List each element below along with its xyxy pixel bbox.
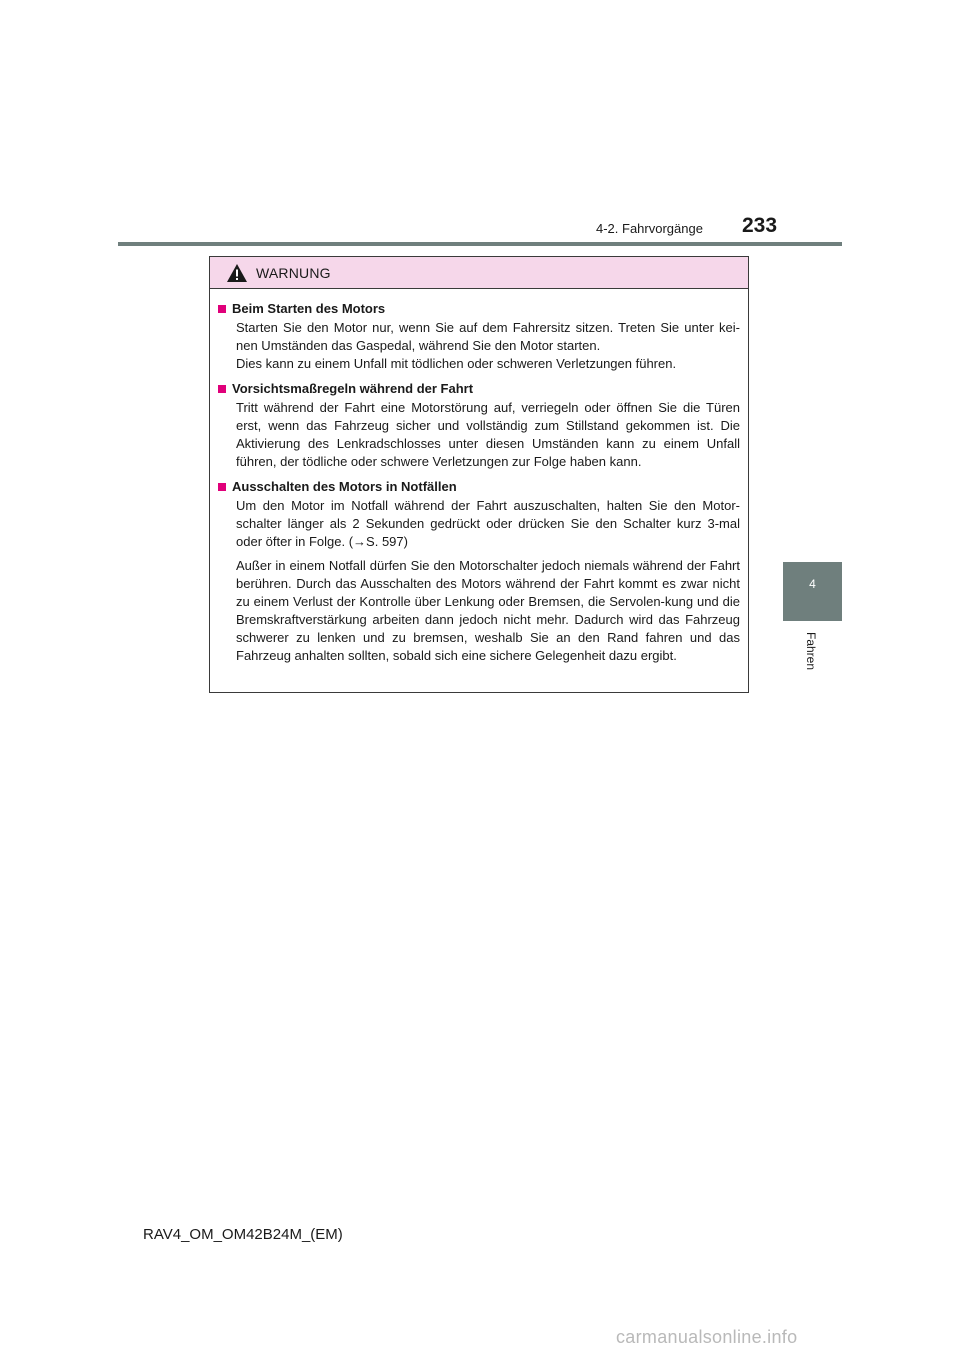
warning-item-engine-start xyxy=(218,299,740,373)
chapter-tab xyxy=(783,562,842,621)
item-heading: Ausschalten des Motors in Notfällen xyxy=(232,479,457,494)
header-rule xyxy=(118,242,842,246)
chapter-number: 4 xyxy=(809,577,816,591)
warning-triangle-icon xyxy=(226,263,248,283)
document-code: RAV4_OM_OM42B24M_(EM) xyxy=(143,1226,343,1243)
warning-item-driving-precautions xyxy=(218,379,740,471)
chapter-label: Fahren xyxy=(804,632,818,671)
warning-body xyxy=(210,289,748,665)
page-number: 233 xyxy=(742,214,778,237)
warning-box xyxy=(209,256,749,693)
item-paragraph: Starten Sie den Motor nur, wenn Sie auf dem Fahrersitz sitzen. Treten Sie unter kei-nen Umständen das Gaspedal, während Sie den Motor starten. xyxy=(236,320,740,353)
item-heading: Vorsichtsmaßregeln während der Fahrt xyxy=(232,381,474,396)
item-paragraph: Außer in einem Notfall dürfen Sie den Motorschalter jedoch niemals während der Fahrt berühren. Durch das Ausschalten des Motors während der Fahrt kommt es zwar nicht zu einem Verlust der Kontrolle über Lenkung oder Bremsen, die Servolen-kung und die Bremskraftverstärkung arbeiten dann jedoch nicht mehr. Dadurch wird das Fahrzeug schwerer zu lenken und zu bremsen, weshalb Sie an den Rand fahren und das Fahrzeug anhalten sollten, sobald sich eine sichere Gelegenheit dazu ergibt. xyxy=(236,558,740,663)
bullet-square-icon xyxy=(218,385,226,393)
warning-title: WARNUNG xyxy=(256,264,331,281)
bullet-square-icon xyxy=(218,483,226,491)
item-heading: Beim Starten des Motors xyxy=(232,301,386,316)
warning-item-emergency-stop xyxy=(218,477,740,665)
section-label: 4-2. Fahrvorgänge xyxy=(596,221,703,236)
watermark: carmanualsonline.info xyxy=(616,1327,798,1347)
bullet-square-icon xyxy=(218,305,226,313)
warning-header xyxy=(210,257,748,289)
item-paragraph: Um den Motor im Notfall während der Fahrt auszuschalten, halten Sie den Motor-schalter länger als 2 Sekunden gedrückt oder drücken Sie den Schalter kurz 3-mal oder öfter in Folge. (→S. 597) xyxy=(236,498,740,549)
item-paragraph: Tritt während der Fahrt eine Motorstörung auf, verriegeln oder öffnen Sie die Türen erst, wenn das Fahrzeug sicher und vollständig zum Stillstand gekommen ist. Die Aktivierung des Lenkradschlosses unter diesen Umständen kann zu einem Unfall führen, der tödliche oder schwere Verletzungen zur Folge haben kann. xyxy=(236,400,740,469)
item-paragraph: Dies kann zu einem Unfall mit tödlichen oder schweren Verletzungen führen. xyxy=(236,356,677,371)
